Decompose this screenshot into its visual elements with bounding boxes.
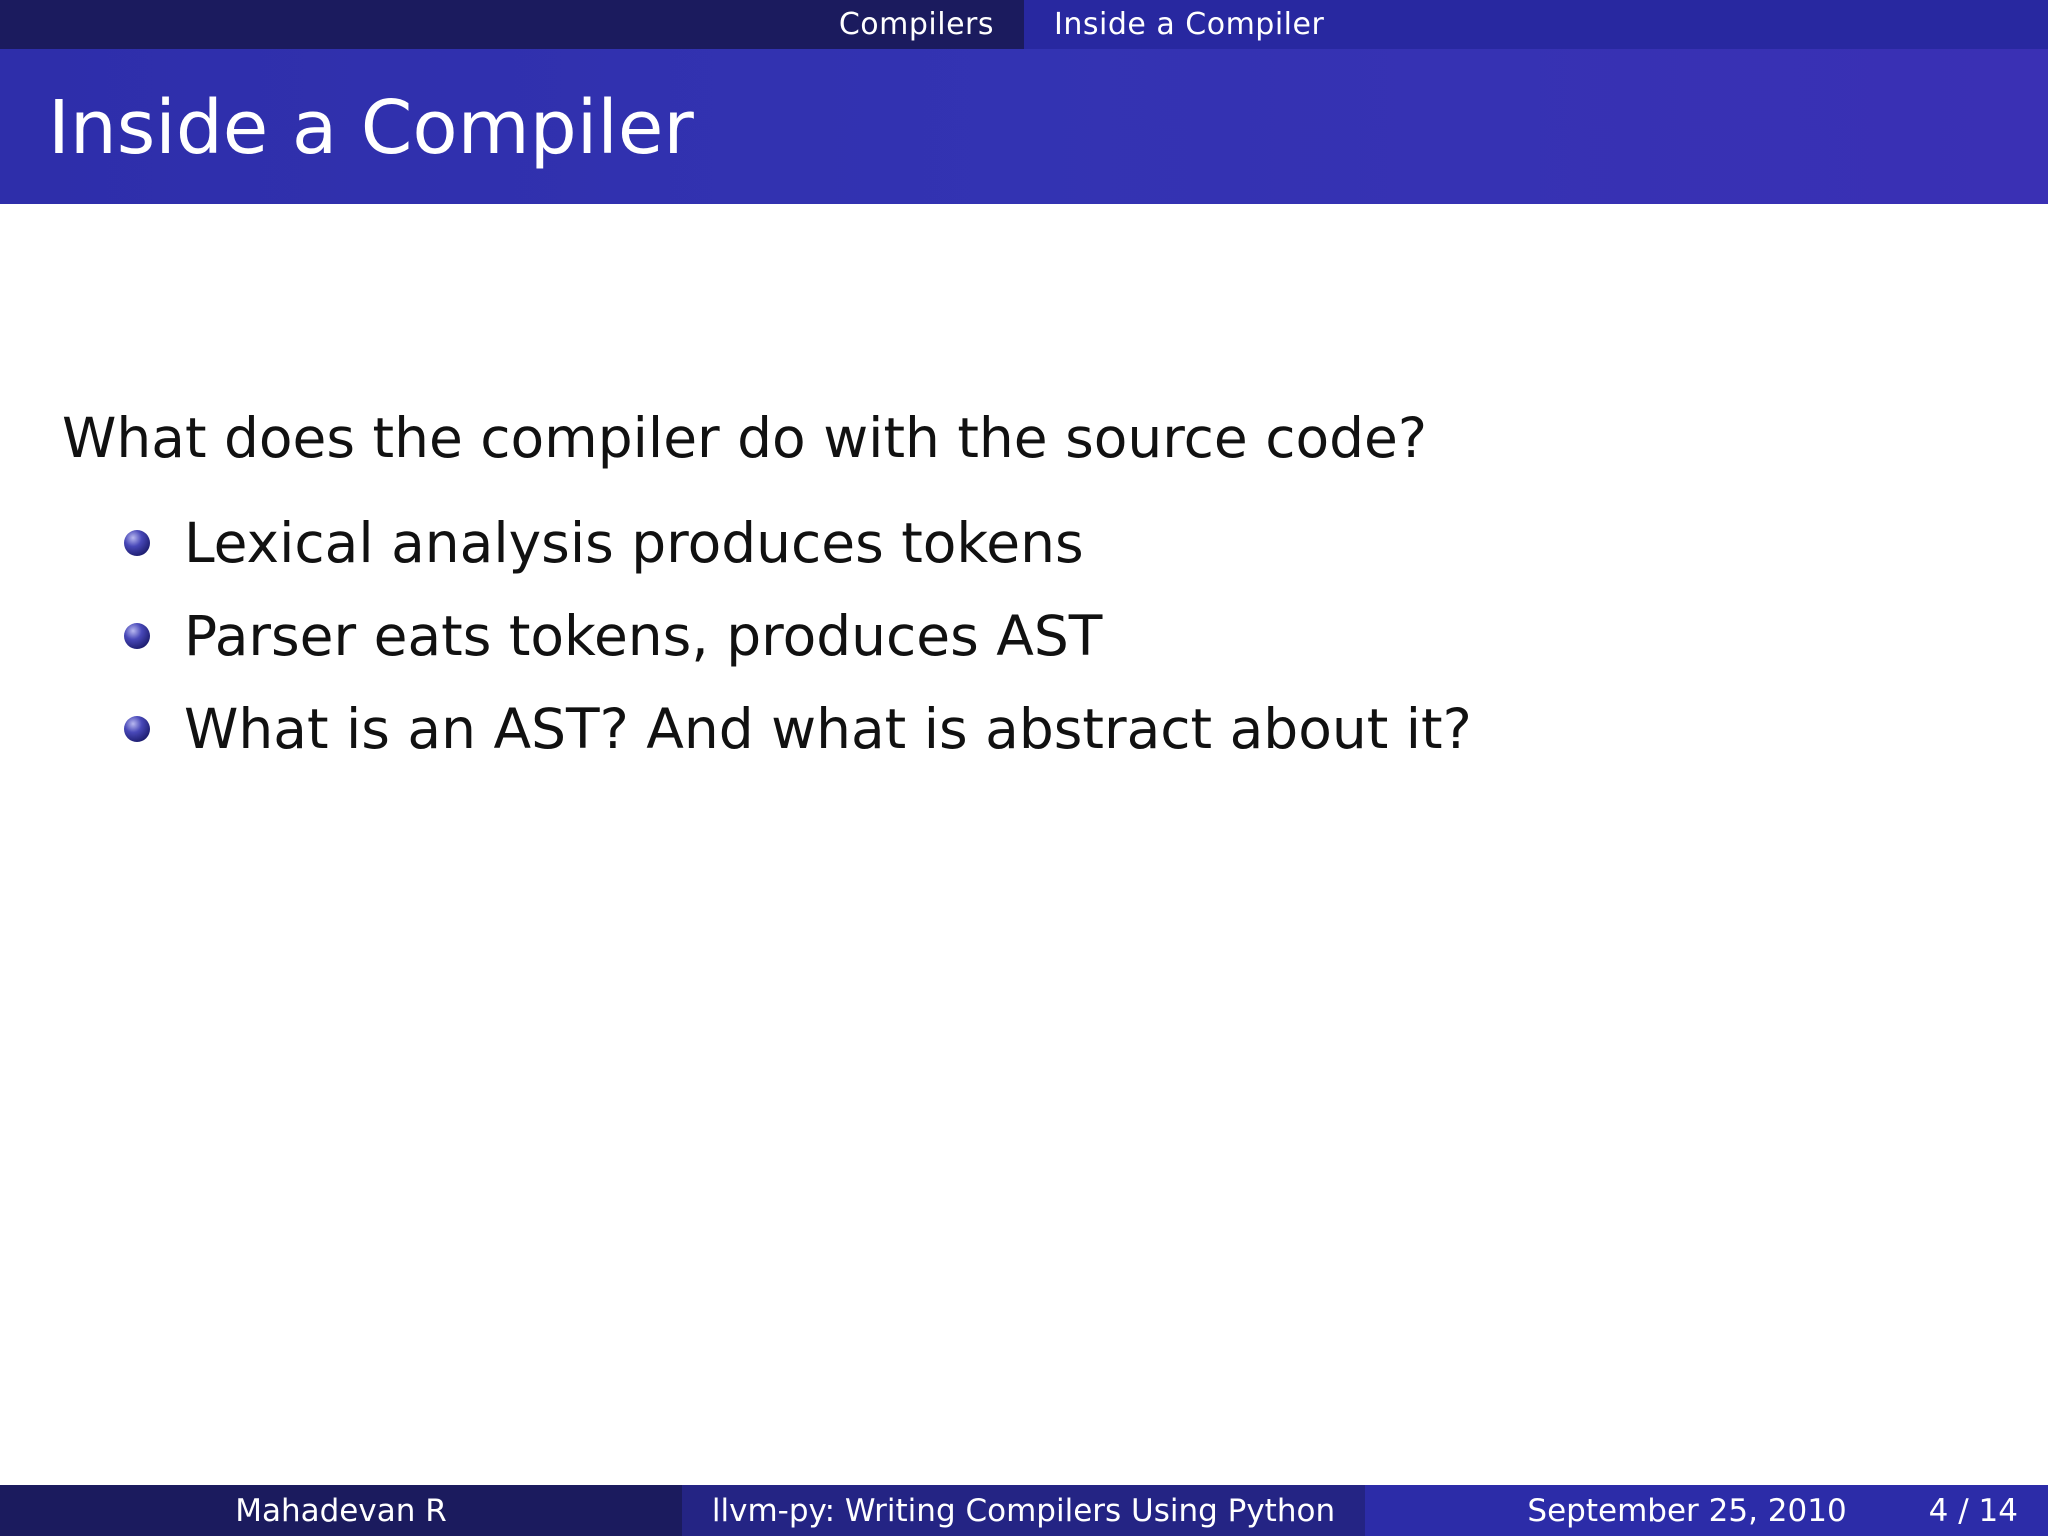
nav-section-area	[0, 0, 1024, 49]
nav-subsection-area	[1024, 0, 2048, 49]
nav-section-link[interactable]: Compilers	[838, 7, 994, 42]
bullet-ball-icon	[124, 623, 150, 649]
bullet-item	[124, 496, 1962, 589]
nav-subsection-link[interactable]: Inside a Compiler	[1054, 7, 1325, 42]
navigation-bar	[0, 0, 2048, 49]
bullet-text: Parser eats tokens, produces AST	[184, 603, 1103, 668]
bullet-item	[124, 589, 1962, 682]
footer-author	[0, 1485, 682, 1536]
bullet-text: What is an AST? And what is abstract about it?	[184, 696, 1472, 761]
bullet-text: Lexical analysis produces tokens	[184, 510, 1084, 575]
frame-title-bar	[0, 49, 2048, 204]
frame-title: Inside a Compiler	[48, 84, 694, 171]
footer-author-text: Mahadevan R	[235, 1492, 447, 1529]
slide-body	[62, 402, 1962, 775]
footer-bar	[0, 1485, 2048, 1536]
page-number: 4 / 14	[1928, 1492, 2018, 1529]
bullet-ball-icon	[124, 530, 150, 556]
bullet-item	[124, 682, 1962, 775]
bullet-list	[62, 496, 1962, 775]
footer-date-page	[1365, 1485, 2048, 1536]
footer-talk-title-text: llvm-py: Writing Compilers Using Python	[711, 1492, 1336, 1529]
bullet-ball-icon	[124, 716, 150, 742]
intro-question: What does the compiler do with the source code?	[62, 406, 1428, 470]
footer-talk-title	[682, 1485, 1365, 1536]
footer-date: September 25, 2010	[1527, 1492, 1847, 1529]
